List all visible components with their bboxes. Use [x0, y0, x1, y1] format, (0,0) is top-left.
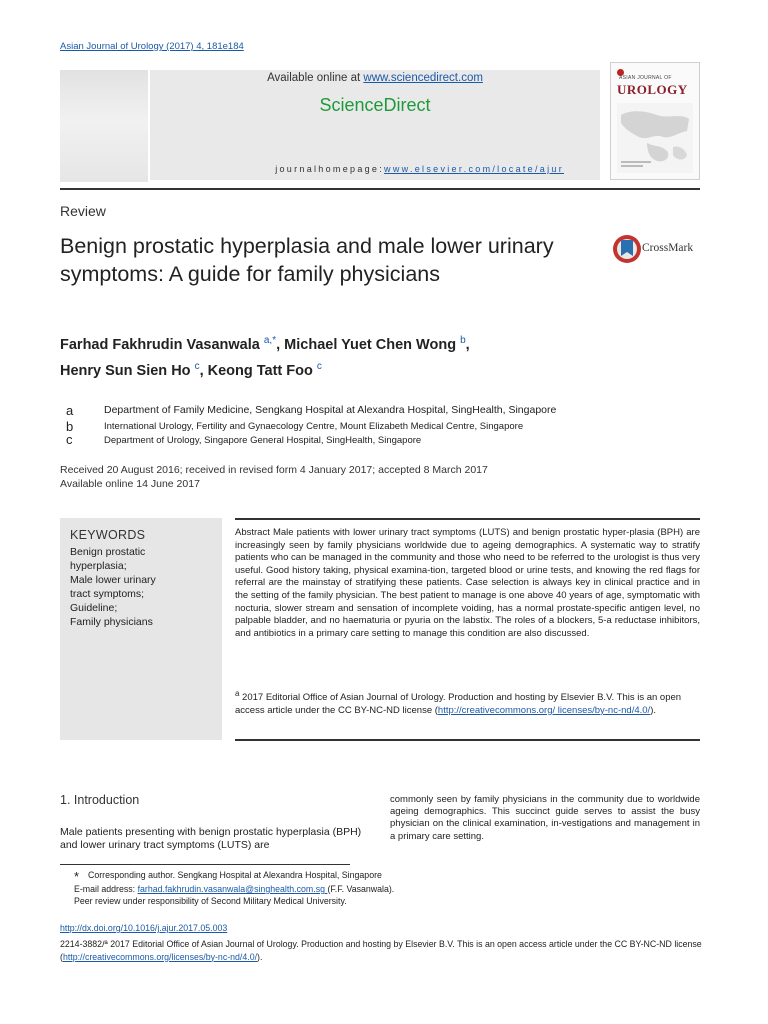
footnote-star: *	[74, 869, 80, 884]
author-affiliation-mark[interactable]: a,*	[263, 335, 277, 346]
abstract-copyright	[235, 688, 700, 717]
cover-map-graphic	[617, 103, 693, 173]
article-dates	[60, 463, 488, 491]
license-end: ).	[257, 951, 263, 962]
intro-paragraph-left: Male patients presenting with benign prostatic hyperplasia (BPH) and lower urinary tract symptoms (LUTS) are	[60, 826, 362, 851]
copyright-symbol: a	[235, 689, 240, 698]
keyword-item: Male lower urinary tract symptoms;	[70, 574, 156, 600]
abstract-text: Abstract Male patients with lower urinary tract symptoms (LUTS) and benign prostatic hyper-plasia (BPH) are increasingly seen by family physicians worldwide due to ageing demographics. A systematic way to stratify patients who can be managed in the community and those who need to be referred to the urologist is thus very useful. Good history taking, physical examina-tion, targeted blood or urine tests, and knowing the red flags for referral are the mainstay of stratifying these patients. Case selection is always key in clinical practice and in the setting of the family physician. The best patient to manage is one above 40 years of age, symptomatic with nocturia, slower stream and sensation of incomplete voiding, has a normal prostate-specific antigen level, no palpable bladder, and no haematuria or pyuria on the labstix. The roles of a blockers, 5-a reductase inhibitors, and antibiotics in a primary care setting to manage this condition are also discussed.	[235, 527, 700, 639]
license-url-link[interactable]: http://creativecommons.org/licenses/by-nc-nd/4.0/	[62, 951, 258, 962]
cover-title: UROLOGY	[617, 82, 688, 97]
author-name: Keong Tatt Foo	[207, 362, 313, 379]
footnotes	[60, 869, 700, 907]
abstract-bottom-rule	[235, 739, 700, 741]
elsevier-logo-area	[60, 70, 148, 182]
email-link[interactable]: farhad.fakhrudin.vasanwala@singhealth.com.sg	[137, 884, 328, 894]
email-end: (F.F. Vasanwala).	[327, 884, 395, 894]
keywords-box	[60, 518, 222, 740]
affiliation-text: Department of Urology, Singapore General Hospital, SingHealth, Singapore	[104, 435, 422, 446]
author-affiliation-mark[interactable]: c	[194, 360, 200, 372]
crossmark-icon	[612, 232, 642, 266]
author-separator: ,	[276, 336, 285, 353]
author-affiliation-mark[interactable]: b	[460, 335, 466, 346]
received-dates: Received 20 August 2016; received in revised form 4 January 2017; accepted 8 March 2017	[60, 464, 488, 476]
article-title: Benign prostatic hyperplasia and male lower urinary symptoms: A guide for family physicians	[60, 234, 554, 286]
copyright-text: 2017 Editorial Office of Asian Journal of Urology. Production and hosting by Elsevier B.V. This is an open access article under the CC BY-NC-ND license (	[235, 692, 682, 716]
license-link[interactable]: http://creativecommons.org/ licenses/by-nc-nd/4.0/	[437, 704, 651, 716]
author-list	[60, 330, 700, 382]
journal-cover-image	[610, 62, 700, 180]
available-online-date: Available online 14 June 2017	[60, 478, 200, 490]
doi-link[interactable]: http://dx.doi.org/10.1016/j.ajur.2017.05.003	[60, 923, 228, 933]
keyword-item: Benign prostatic hyperplasia;	[70, 546, 146, 572]
crossmark-label: CrossMark	[642, 242, 694, 254]
article-type: Review	[60, 203, 106, 219]
journal-homepage-line	[150, 164, 600, 174]
peer-review-note: Peer review under responsibility of Second Military Medical University.	[74, 896, 347, 906]
email-line	[60, 883, 700, 895]
sciencedirect-link[interactable]: www.sciencedirect.com	[363, 72, 483, 84]
affiliation-label: b	[66, 419, 74, 434]
abstract-top-rule	[235, 518, 700, 520]
keyword-item: Guideline;	[70, 602, 118, 614]
author-name: Farhad Fakhrudin Vasanwala	[60, 336, 260, 353]
affiliation-label: c	[66, 432, 73, 447]
email-label: E-mail address:	[74, 884, 138, 894]
journal-homepage-link[interactable]: www.elsevier.com/locate/ajur	[384, 164, 564, 174]
sciencedirect-brand: ScienceDirect	[319, 95, 431, 115]
intro-paragraph-right: commonly seen by family physicians in the community due to worldwide ageing demographics. This succinct guide serves to assist the busy physician on the clinical examination, in-vestigations and management in a primary care setting.	[390, 794, 700, 842]
author-affiliation-mark[interactable]: c	[316, 360, 322, 372]
available-online-line	[150, 72, 600, 84]
keywords-heading: KEYWORDS	[70, 528, 146, 542]
author-separator: ,	[465, 336, 470, 353]
license-statement	[60, 938, 720, 963]
keywords-list	[70, 545, 170, 629]
section-heading: 1. Introduction	[60, 793, 140, 807]
affiliation-text: Department of Family Medicine, Sengkang Hospital at Alexandra Hospital, SingHealth, Singapore	[104, 404, 557, 416]
affiliation-label: a	[66, 403, 74, 418]
author-separator: ,	[199, 362, 208, 379]
sciencedirect-header	[150, 70, 600, 180]
license-text: 2214-3882/ª 2017 Editorial Office of Asian Journal of Urology. Production and hosting by Elsevier B.V. This is an open access article under the CC BY-NC-ND license (	[60, 939, 702, 962]
copyright-end: ).	[650, 704, 656, 716]
journal-homepage-label: journalhomepage:	[275, 164, 385, 174]
available-online-label: Available online at	[267, 72, 364, 84]
keyword-item: Family physicians	[70, 616, 153, 628]
header-divider	[60, 188, 700, 190]
footnote-rule	[60, 864, 350, 865]
corresponding-text: Corresponding author. Sengkang Hospital at Alexandra Hospital, Singapore	[88, 870, 382, 880]
author-name: Michael Yuet Chen Wong	[284, 336, 457, 353]
crossmark-badge[interactable]	[612, 232, 702, 266]
cover-small-title: ASIAN JOURNAL OF	[619, 75, 672, 81]
affiliation-text: International Urology, Fertility and Gynaecology Centre, Mount Elizabeth Medical Centre, Singapore	[104, 421, 524, 432]
corresponding-author-note	[60, 869, 700, 883]
journal-reference-link[interactable]: Asian Journal of Urology (2017) 4, 181e184	[60, 41, 244, 52]
author-name: Henry Sun Sien Ho	[60, 362, 191, 379]
